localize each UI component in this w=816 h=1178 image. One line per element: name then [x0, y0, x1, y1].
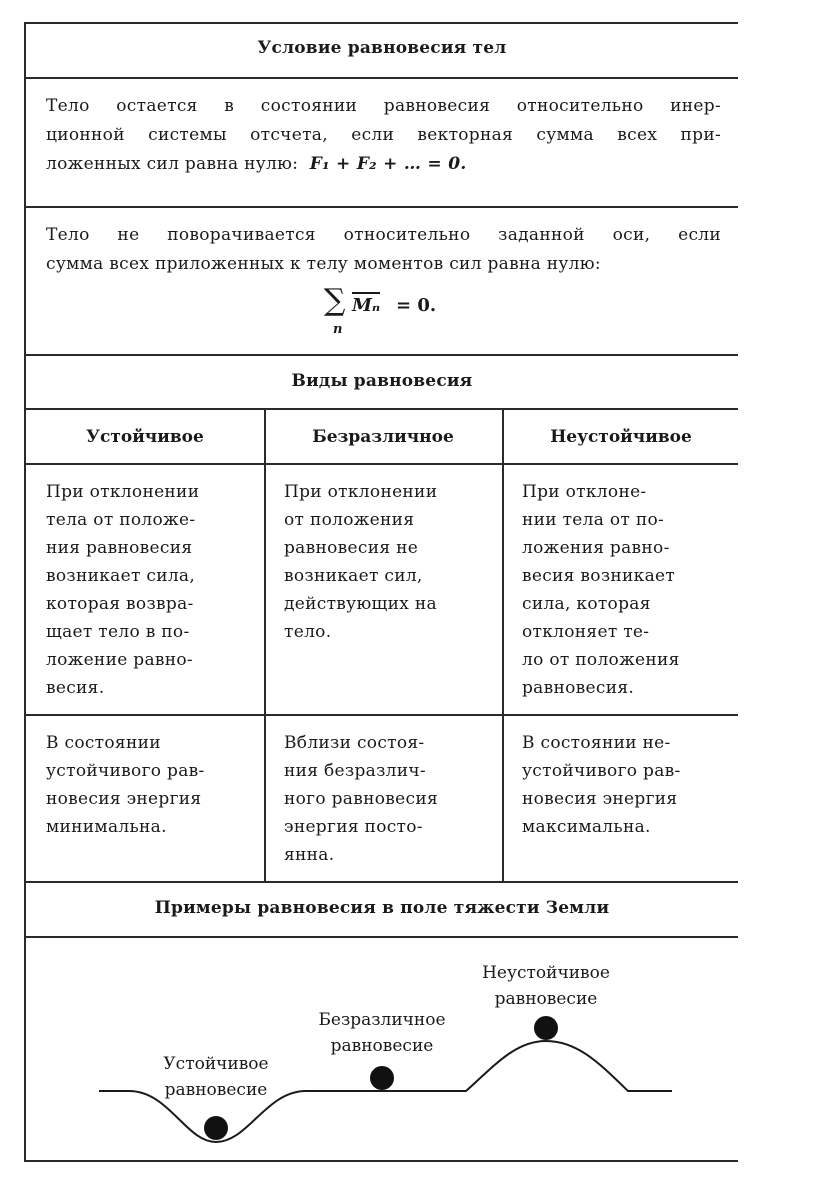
label-stable-line2: равновесие	[164, 1080, 268, 1100]
examples-title: Примеры равновесия в поле тяжести Земли	[154, 898, 610, 918]
text-line: Вблизи состоя-	[284, 733, 425, 753]
text-line: янна.	[284, 845, 335, 865]
text-line: энергия посто-	[284, 817, 423, 837]
text-line: которая возвра-	[46, 594, 194, 614]
text-line: максимальна.	[522, 817, 651, 837]
text-line: щает тело в по-	[46, 622, 190, 642]
text-line: При отклоне-	[522, 482, 647, 502]
text-line: ния равновесия	[46, 538, 193, 558]
text-line: минимальна.	[46, 817, 167, 837]
ball-neutral	[370, 1066, 394, 1090]
column-header-unstable: Неустойчивое	[550, 427, 692, 447]
text-line: от положения	[284, 510, 415, 530]
text-line: При отклонении	[284, 482, 438, 502]
label-neutral-line1: Безразличное	[318, 1010, 446, 1030]
text-line: ложение равно-	[46, 650, 193, 670]
sum-symbol: ∑	[324, 283, 346, 318]
label-neutral-line2: равновесие	[330, 1036, 434, 1056]
sum-index: n	[333, 322, 343, 337]
text-line: ного равновесия	[284, 789, 438, 809]
condition-title: Условие равновесия тел	[257, 38, 507, 58]
text-line: В состоянии	[46, 733, 161, 753]
text-line: новесия энергия	[46, 789, 202, 809]
text-line: сила, которая	[522, 594, 651, 614]
column-header-neutral: Безразличное	[312, 427, 454, 447]
text-line: ложения равно-	[522, 538, 670, 558]
vector-sum-formula: F₁ + F₂ + … = 0.	[309, 154, 467, 174]
text-line: равновесия.	[522, 678, 635, 698]
text-line: весия возникает	[522, 566, 676, 586]
text-line: В состоянии не-	[522, 733, 671, 753]
text-line-start: ложенных сил равна нулю:	[46, 154, 299, 174]
types-title: Виды равновесия	[291, 371, 473, 391]
text-line: ния безразлич-	[284, 761, 426, 781]
ball-unstable	[534, 1016, 558, 1040]
equilibrium-table	[24, 22, 736, 1162]
equilibrium-diagram	[26, 22, 738, 1162]
text-line: тело.	[284, 622, 332, 642]
text-line: ционной системы отсчета, если векторная сумма всех при-	[46, 125, 721, 145]
text-line: весия.	[46, 678, 105, 698]
ball-stable	[204, 1116, 228, 1140]
text-line: нии тела от по-	[522, 510, 665, 530]
text-line: действующих на	[284, 594, 437, 614]
text-line: отклоняет те-	[522, 622, 650, 642]
text-line: сумма всех приложенных к телу моментов сил равна нулю:	[46, 254, 601, 274]
text-line: Тело не поворачивается относительно заданной оси, если	[46, 225, 721, 245]
text-line: ло от положения	[522, 650, 680, 670]
label-stable-line1: Устойчивое	[163, 1054, 269, 1074]
text-line: устойчивого рав-	[46, 761, 205, 781]
text-line: тела от положе-	[46, 510, 196, 530]
label-unstable-line2: равновесие	[494, 989, 598, 1009]
text-line: При отклонении	[46, 482, 200, 502]
moment-term: Mₙ	[352, 292, 380, 316]
equals-zero: = 0.	[396, 295, 437, 316]
text-line: возникает сила,	[46, 566, 196, 586]
text-line: устойчивого рав-	[522, 761, 681, 781]
text-line: возникает сил,	[284, 566, 423, 586]
label-unstable-line1: Неустойчивое	[482, 963, 610, 983]
text-line: Тело остается в состоянии равновесия относительно инер-	[46, 96, 721, 116]
column-header-stable: Устойчивое	[86, 427, 204, 447]
text-line: равновесия не	[284, 538, 419, 558]
text-line: новесия энергия	[522, 789, 678, 809]
